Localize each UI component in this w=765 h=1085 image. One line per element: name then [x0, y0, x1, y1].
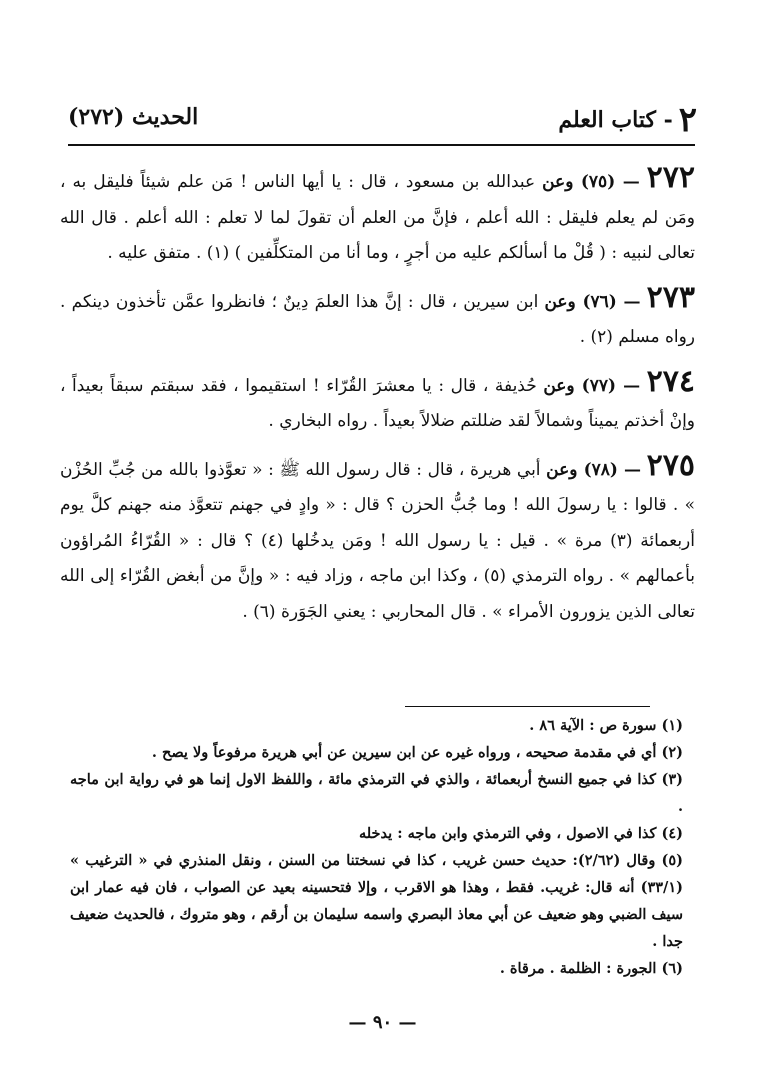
hadith-intro: — (٧٨) وعن	[546, 459, 642, 480]
footnote: (٥) وقال (٢/٦٢): حديث حسن غريب ، كذا في نسختنا من السنن ، ونقل المنذري في « الترغيب » (٣٣/١) أنه قال: غريب. فقط ، وهذا هو الاقرب ، وإلا فتحسينه بعيد عن الصواب ، فان فيه عمار ابن سيف الضبي وهو ضعيف عن أبي معاذ البصري واسمه سليمان بن أرقم ، وهو متروك ، فالحديث ضعيف جدا .	[70, 852, 683, 950]
hadith-range: الحديث (٢٧٢)	[68, 104, 199, 130]
header-rule	[68, 144, 695, 146]
hadith-number: ٢٧٢	[646, 160, 695, 195]
footnote: (٤) كذا في الاصول ، وفي الترمذي وابن ماجه : يدخله	[358, 825, 683, 842]
footnote: (١) سورة ص : الآية ٨٦ .	[529, 717, 683, 734]
hadith-text: عبدالله بن مسعود ، قال : يا أيها الناس ! مَن علم شيئاً فليقل به ، ومَن لم يعلم فليقل : الله أعلم ، فإنَّ من العلم أن تقولَ لما لا تعلم : الله أعلم . قال الله تعالى لنبيه : ( قُلْ ما أسألكم عليه من أجرٍ ، وما أنا من المتكلِّفين ) (١) . متفق عليه .	[60, 172, 695, 263]
footnotes	[70, 712, 683, 982]
hadith-entry	[60, 160, 695, 272]
hadith-text: ابن سيرين ، قال : إنَّ هذا العلمَ دِينٌ ؛ فانظروا عمَّن تأخذون دينكم . رواه مسلم (٢) .	[60, 291, 695, 347]
hadith-intro: — (٧٦) وعن	[544, 291, 641, 312]
running-header	[68, 100, 697, 140]
chapter-heading	[558, 100, 697, 140]
hadith-entry	[60, 448, 695, 631]
footnote: (٣) كذا في جميع النسخ أربعمائة ، والذي في الترمذي مائة ، واللفظ الاول إنما هو في رواية ابن ماجه .	[70, 771, 683, 815]
hadith-text: أبي هريرة ، قال : قال رسول الله ﷺ : « تعوَّذوا بالله من جُبِّ الحُزْن » . قالوا : يا رسولَ الله ! وما جُبُّ الحزن ؟ قال : « وادٍ في جهنم تتعوَّذ منه جهنم كلَّ يوم أربعمائة (٣) مرة » . قيل : يا رسول الله ! ومَن يدخُلها (٤) ؟ قال : « القُرّاءُ المُراؤون بأعمالهم » . رواه الترمذي (٥) ، وكذا ابن ماجه ، وزاد فيه : « وإنَّ من أبغض القُرّاء إلى الله تعالى الذين يزورون الأمراء » . قال المحاربي : يعني الجَوَرة (٦) .	[60, 459, 696, 622]
chapter-number: ٢	[678, 100, 697, 140]
footnote-separator	[405, 706, 650, 707]
footnote: (٢) أي في مقدمة صحيحه ، ورواه غيره عن ابن سيرين عن أبي هريرة مرفوعاً ولا يصح .	[151, 744, 683, 761]
hadith-number: ٢٧٥	[646, 447, 696, 483]
main-text	[60, 160, 695, 638]
hadith-intro: — (٧٧) وعن	[543, 375, 641, 396]
page-number: — ٩٠ —	[348, 1012, 417, 1033]
hadith-entry	[60, 280, 695, 356]
hadith-text: حُذيفة ، قال : يا معشرَ القُرّاء ! استقيموا ، فقد سبقتم سبقاً بعيداً ، وإنْ أخذتم يميناً وشمالاً لقد ضللتم ضلالاً بعيداً . رواه البخاري .	[60, 375, 695, 431]
hadith-intro: — (٧٥) وعن	[542, 172, 640, 192]
footnote: (٦) الجورة : الظلمة . مرقاة .	[499, 960, 683, 977]
hadith-entry	[60, 364, 695, 440]
hadith-number: ٢٧٤	[646, 363, 696, 399]
hadith-number: ٢٧٣	[646, 279, 696, 315]
chapter-title: - كتاب العلم	[558, 107, 673, 133]
